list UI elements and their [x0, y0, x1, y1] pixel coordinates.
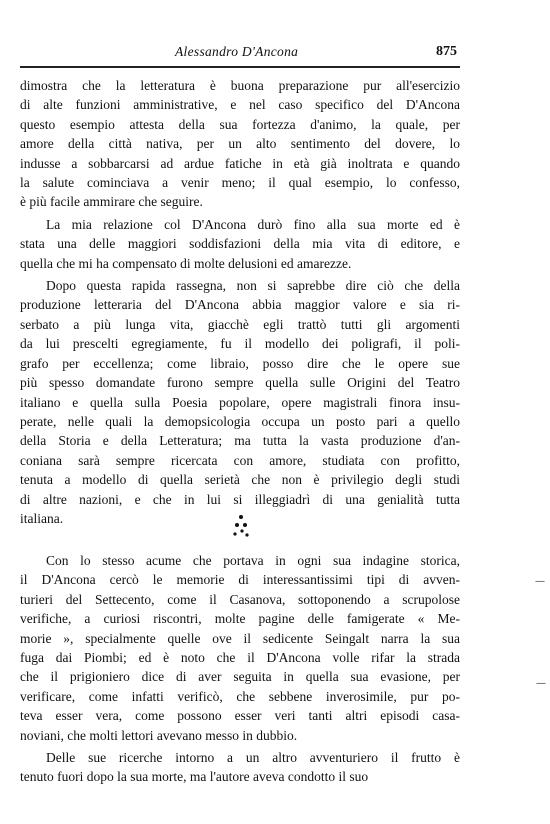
text-line: la salute cominciava a venir meno; il qual esempio, lo confesso,: [20, 175, 460, 191]
text-line: La mia relazione col D'Ancona durò fino alla sua morte ed è: [46, 216, 460, 232]
header-rule: [20, 66, 460, 68]
text-line: perate, nelle quali la demopsicologia occupa un posto pari a quello: [20, 413, 460, 429]
page-header: [20, 44, 460, 64]
paragraph: [20, 215, 460, 273]
text-line: tenuto fuori dopo la sua morte, ma l'autore aveva condotto il suo: [20, 769, 369, 785]
text-line: teva esser vera, come possono esser veri tanti altri episodi casa-: [20, 708, 460, 724]
text-line: Delle sue ricerche intorno a un altro avventuriero il frutto è: [46, 750, 460, 766]
text-line: quella che mi ha compensato di molte delusioni ed amarezze.: [20, 255, 352, 271]
text-line: noviani, che molti lettori avevano messo in dubbio.: [20, 727, 298, 743]
body-text-section-2: [20, 551, 460, 787]
text-line: il D'Ancona cercò le memorie di interessantissimi tipi di avven-: [20, 572, 460, 588]
text-line: serbato a più lunga vita, giacchè egli trattò tutti gli argomenti: [20, 316, 460, 332]
text-line: italiano e quella sulla Poesia popolare, opere magistrali finora insu-: [20, 394, 460, 410]
paragraph: [20, 748, 460, 787]
running-head: Alessandro D'Ancona: [175, 44, 299, 59]
text-line: produzione letteraria del D'Ancona abbia maggior valore e sia ri-: [20, 297, 460, 313]
text-line: da lui prescelti egregiamente, fu il modello dei poligrafi, il poli-: [20, 336, 460, 352]
text-line: grafo per eccellenza; come libraio, posso dire che le opere sue: [20, 355, 460, 371]
text-line: più spesso domandate furono sempre quella sulle Origini del Teatro: [20, 375, 460, 391]
text-line: morie », specialmente quelle ove il sedicente Seingalt narra la sua: [20, 630, 460, 646]
paragraph: [20, 76, 460, 212]
text-line: indusse a sobbarcarsi ad ardue fatiche in età già inoltrata e quando: [20, 155, 460, 171]
text-line: di alte funzioni amministrative, e nel caso specifico del D'Ancona: [20, 97, 460, 113]
text-line: verificare, come infatti verificò, che sebbene inverosimile, pur po-: [20, 688, 460, 704]
paragraph: [20, 551, 460, 745]
text-line: verifiche, a curiosi riscontri, molte pagine delle famigerate « Me-: [20, 611, 460, 627]
text-line: italiana.: [20, 510, 64, 526]
text-line: che il prigioniero dice di aver seguita in quella sua evasione, per: [20, 669, 460, 685]
text-line: è più facile ammirare che seguire.: [20, 194, 203, 210]
text-line: dimostra che la letteratura è buona preparazione pur all'esercizio: [20, 78, 460, 93]
text-line: Dopo questa rapida rassegna, non si saprebbe dire ciò che della: [46, 278, 460, 294]
body-text-section-1: [20, 76, 460, 528]
text-line: amore della città nativa, per un alto sentimento del dovere, lo: [20, 136, 460, 152]
text-line: questo esempio attesta della sua fortezza d'animo, la quale, per: [20, 116, 460, 132]
text-line: turieri del Settecento, come il Casanova, sottoponendo a scrupolose: [20, 591, 460, 607]
text-line: fuga dai Piombi; ed è noto che il D'Ancona volle rifar la strada: [20, 650, 460, 666]
paragraph: [20, 276, 460, 528]
text-line: stata una delle maggiori soddisfazioni della mia vita di editore, e: [20, 236, 460, 252]
text-line: di altre nazioni, e che in lui si illeggiadrì di una genialità tutta: [20, 491, 460, 507]
margin-mark: —: [535, 576, 545, 587]
text-line: coniana sarà sempre ricercata con amore, studiata con profitto,: [20, 452, 460, 468]
text-line: Con lo stesso acume che portava in ogni sua indagine storica,: [46, 553, 460, 568]
text-line: tenuta a modello di quella serietà che non è privilegio degli studi: [20, 472, 460, 488]
margin-mark: —: [536, 678, 546, 689]
text-line: della Storia e della Letteratura; ma tutta la vasta produzione d'an-: [20, 433, 460, 449]
page-number: 875: [436, 44, 457, 59]
asterism-icon: [229, 513, 253, 543]
